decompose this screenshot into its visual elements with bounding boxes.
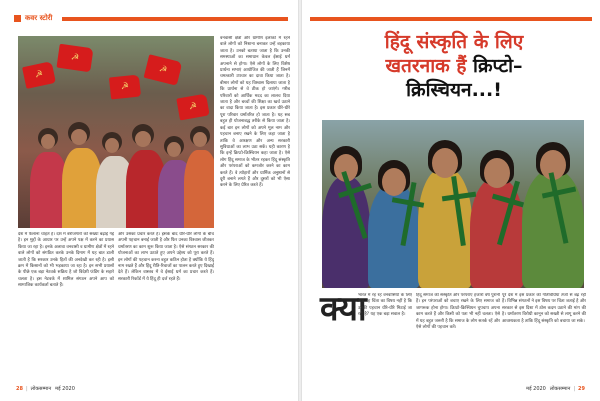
article-column: देश में फैलाना चाहते हैं। देश में बेरोजगारों को संख्या बढ़ाई गई है। इन मुद्दों के आधार पर उन्हें अपने पक्ष में करने का प्रयास किया जा रहा है। इनके अलावा वनवासी व ग्रामीण क्षेत्रों में रहने वाले लोगों को संगठित करके उनके दिमाग में यह बात डाली जाती है कि सरकार उनके हितों की अनदेखी कर रही है। इसी क्रम में किसानों को भी भड़काया जा रहा है। इन सभी प्रयासों के पीछे एक बड़ा नेटवर्क सक्रिय है जो विदेशी फंडिंग के सहारे चलता है। इस नेटवर्क में शामिल संगठन अपने आप को सामाजिक कार्यकर्ता बताते हैं। — [18, 232, 114, 289]
page-footer — [16, 385, 75, 393]
crowd-face — [135, 131, 151, 147]
headline-line-2 — [330, 54, 578, 78]
article-column: और उसका प्रचार करते हैं। इसके बाद धीरे-धीरे लोगों के बीच अपनी पहचान बनाई जाती है और फिर उनका विश्वास जीतकर धर्मांतरण का काम शुरू किया जाता है। ऐसे संगठन सरकार की योजनाओं का लाभ उठाते हुए अपने उद्देश्य को पूरा करते हैं। इन लोगों की पहचान करना बहुत कठिन होता है क्योंकि ये हिंदू नाम रखते हैं और हिंदू रीति-रिवाजों का पालन करते हुए दिखाई देते हैं। लेकिन वास्तव में वे ईसाई धर्म का प्रचार करते हैं। सरकारी रिकॉर्ड में ये हिंदू ही दर्ज रहते हैं। — [118, 232, 214, 282]
page-footer — [526, 385, 588, 393]
publication-name: लोकसम्मान — [549, 386, 571, 392]
article-column: हिंदू समाज की संस्कृति और परंपराएं हजारों वर्ष पुरानी हैं। इन परंपराओं को बचाए रखने के लिए समाज को जागरूक होना होगा। क्रिप्टो-क्रिस्चियन चुपचाप अपना काम करते हैं और किसी को पता भी नहीं चलता। ऐसे में यह बहुत जरूरी है कि समाज के लोग सतर्क रहें और ऐसे लोगों की पहचान करें। — [416, 293, 500, 331]
child-face — [484, 158, 510, 188]
right-page — [302, 0, 600, 401]
issue-date: मई 2020 — [526, 386, 546, 392]
child-face — [432, 148, 458, 178]
crowd-clothing — [184, 150, 214, 228]
crowd-face — [41, 134, 55, 149]
crowd-face — [105, 138, 119, 153]
section-marker-icon — [14, 15, 21, 22]
drop-cap: क्या — [320, 289, 367, 329]
crowd-face — [71, 129, 87, 145]
publication-name: लोकसम्मान — [30, 386, 52, 392]
red-flag-icon: ☭ — [109, 74, 141, 99]
children-with-crosses-photo — [322, 120, 584, 288]
rally-photo — [18, 36, 214, 228]
left-page — [0, 0, 298, 401]
headline-red-part: खतरनाक हैं — [385, 55, 474, 77]
headline-line-3: क्रिस्चियन...! — [406, 79, 502, 101]
crowd-face — [167, 142, 181, 157]
article-column: भारत में रह रहे वनवासियों के लिए क्या यह चिंता का विषय नहीं है कि उनकी पहचान धीरे-धीरे मिटाई जा रही है? यह एक बड़ा सवाल है। — [358, 293, 412, 318]
page-number: 28 — [16, 386, 23, 392]
headline-black-part: क्रिप्टो– — [473, 55, 523, 77]
red-flag-icon: ☭ — [176, 94, 209, 121]
article-headline — [330, 30, 578, 102]
red-flag-icon: ☭ — [56, 44, 93, 72]
article-column: पूरे देश में इस प्रकार की गतिविधियां तेजी से बढ़ रही हैं। विभिन्न संगठनों ने इस विषय पर चिंता जताई है और सरकार से इस दिशा में ठोस कदम उठाने की मांग की है। धर्मांतरण विरोधी कानून को सख्ती से लागू करने की आवश्यकता है ताकि हिंदू संस्कृति को बचाया जा सके। — [502, 293, 586, 324]
issue-date: मई 2020 — [55, 386, 75, 392]
footer-divider: | — [573, 386, 576, 392]
article-column: वनवासी क्षेत्रों और ग्रामीण इलाकों में रहने वाले लोगों को निशाना बनाकर उन्हें बहकाया जाता है। उनको बताया जाता है कि उनकी समस्याओं का समाधान केवल ईसाई धर्म अपनाने से होगा। ऐसे लोगों के लिए विशेष प्रार्थना सभाएं आयोजित की जाती हैं जिनमें चमत्कारी उपचार का दावा किया जाता है। बीमार लोगों को यह विश्वास दिलाया जाता है कि प्रार्थना से वे ठीक हो जाएंगे। गरीब परिवारों को आर्थिक मदद का लालच दिया जाता है और बच्चों की शिक्षा का खर्च उठाने का वादा किया जाता है। इस प्रकार धीरे-धीरे पूरा परिवार धर्मांतरित हो जाता है। यह सब बहुत ही योजनाबद्ध तरीके से किया जाता है। कई बार इन लोगों को अपने मूल नाम और पहचान बनाए रखने के लिए कहा जाता है ताकि वे आरक्षण और अन्य सरकारी सुविधाओं का लाभ उठा सकें। यही कारण है कि इन्हें क्रिप्टो-क्रिस्चियन कहा जाता है। ऐसे लोग हिंदू समाज के भीतर रहकर हिंदू संस्कृति और परंपराओं को कमजोर करने का काम करते हैं। वे त्योहारों और धार्मिक अनुष्ठानों से दूरी बनाने लगते हैं और दूसरों को भी ऐसा करने के लिए प्रेरित करते हैं। — [220, 36, 290, 189]
footer-divider: | — [25, 386, 28, 392]
red-flag-icon: ☭ — [144, 54, 183, 86]
child-figure — [418, 168, 472, 288]
red-flag-icon: ☭ — [22, 61, 56, 89]
child-face — [382, 168, 406, 196]
page-number: 29 — [578, 386, 585, 392]
section-header — [14, 12, 52, 24]
section-rule — [310, 17, 592, 21]
headline-line-1: हिंदू संस्कृति के लिए — [384, 31, 524, 53]
crowd-face — [193, 132, 207, 147]
section-rule — [62, 17, 288, 21]
section-label: कवर स्टोरी — [25, 13, 53, 22]
